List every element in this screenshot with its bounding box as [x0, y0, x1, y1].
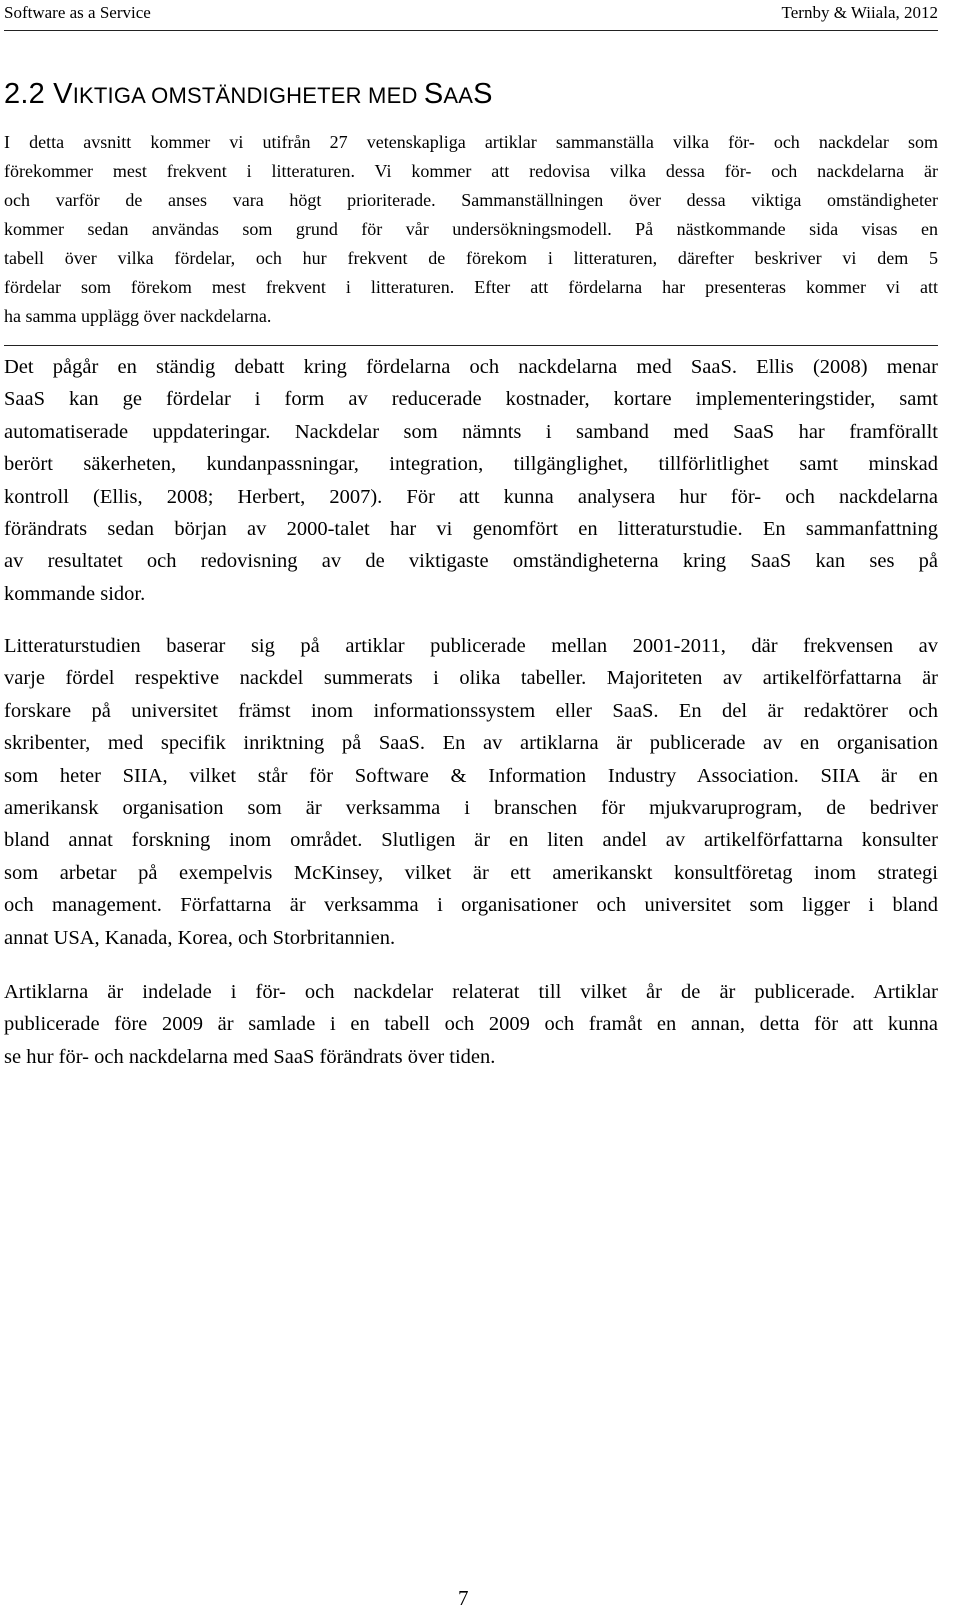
paragraph-line: publicerade före 2009 är samlade i en tabell och 2009 och framåt en annan, detta för att kunna — [4, 1013, 938, 1036]
paragraph-line: Det pågår en ständig debatt kring fördelarna och nackdelarna med SaaS. Ellis (2008) menar — [4, 356, 938, 378]
intro-line: I detta avsnitt kommer vi utifrån 27 vetenskapliga artiklar sammanställa vilka för- och nackdelar som — [4, 132, 938, 152]
paragraph-line: varje fördel respektive nackdel summerats i olika tabeller. Majoriteten av artikelförfattarna är — [4, 667, 938, 690]
paragraph-line: bland annat forskning inom området. Slutligen är en liten andel av artikelförfattarna konsulter — [4, 829, 938, 852]
paragraph-line: som arbetar på exempelvis McKinsey, vilket är ett amerikanskt konsultföretag inom strategi — [4, 861, 938, 884]
paragraph-line: berört säkerheten, kundanpassningar, integration, tillgänglighet, tillförlitlighet samt minskad — [4, 453, 938, 476]
paragraph-line: skribenter, med specifik inriktning på SaaS. En av artiklarna är publicerade av en organisation — [4, 732, 938, 755]
intro-line: fördelar som förekom mest frekvent i litteraturen. Efter att fördelarna har presenteras kommer vi att — [4, 277, 938, 297]
paragraph-line: och management. Författarna är verksamma i organisationer och universitet som ligger i bland — [4, 894, 938, 917]
paragraph-line: Litteraturstudien baserar sig på artiklar publicerade mellan 2001-2011, där frekvensen av — [4, 635, 938, 657]
paragraph-line: som heter SIIA, vilket står för Software & Information Industry Association. SIIA är en — [4, 764, 938, 787]
paragraph-line: amerikansk organisation som är verksamma i branschen för mjukvaruprogram, de bedriver — [4, 797, 938, 820]
heading-word3-end: S — [473, 78, 493, 110]
paragraph-line: SaaS kan ge fördelar i form av reducerade kostnader, kortare implementeringstider, samt — [4, 388, 938, 411]
paragraph-line: automatiserade uppdateringar. Nackdelar som nämnts i samband med SaaS har framförallt — [4, 420, 938, 443]
intro-paragraph — [4, 128, 938, 331]
heading-word3-cap: S — [423, 78, 444, 110]
body-paragraph-3 — [4, 976, 938, 1073]
heading-word3-mid: AA — [443, 83, 474, 108]
running-title: Software as a Service — [4, 3, 151, 22]
page-number: 7 — [458, 1586, 469, 1610]
paragraph-line: forskare på universitet främst inom informationssystem eller SaaS. En del är redaktörer och — [4, 699, 938, 722]
paragraph-line: annat USA, Kanada, Korea, och Storbritannien. — [4, 926, 396, 949]
paragraph-line: förändrats sedan början av 2000-talet har vi genomfört en litteraturstudie. En sammanfattning — [4, 518, 938, 541]
heading-word1-rest: IKTIGA — [72, 83, 152, 108]
section-heading — [4, 74, 493, 116]
heading-word1-cap: V — [53, 78, 73, 110]
heading-word2: OMSTÄNDIGHETER MED — [151, 83, 424, 108]
intro-line: kommer sedan användas som grund för vår undersökningsmodell. På nästkommande sida visas en — [4, 219, 938, 239]
paragraph-line: Artiklarna är indelade i för- och nackdelar relaterat till vilket år de är publicerade. Artiklar — [4, 981, 938, 1003]
intro-line: tabell över vilka fördelar, och hur frekvent de förekom i litteraturen, därefter beskriver vi dem 5 — [4, 248, 938, 268]
running-authors: Ternby & Wiiala, 2012 — [781, 3, 938, 22]
page-header — [4, 0, 938, 31]
paragraph-line: se hur för- och nackdelarna med SaaS förändrats över tiden. — [4, 1045, 496, 1068]
intro-line: och varför de anses vara högt prioriterade. Sammanställningen över dessa viktiga omständigheter — [4, 190, 938, 210]
paragraph-line: kommande sidor. — [4, 582, 146, 605]
intro-line: ha samma upplägg över nackdelarna. — [4, 306, 272, 326]
body-paragraph-1 — [4, 351, 938, 610]
intro-line: förekommer mest frekvent i litteraturen. Vi kommer att redovisa vilka dessa för- och nackdelarna är — [4, 161, 938, 181]
divider — [4, 345, 938, 346]
body-paragraph-2 — [4, 630, 938, 954]
heading-number: 2.2 — [4, 78, 54, 110]
paragraph-line: kontroll (Ellis, 2008; Herbert, 2007). För att kunna analysera hur för- och nackdelarna — [4, 485, 938, 508]
paragraph-line: av resultatet och redovisning av de viktigaste omständigheterna kring SaaS kan ses på — [4, 550, 938, 573]
